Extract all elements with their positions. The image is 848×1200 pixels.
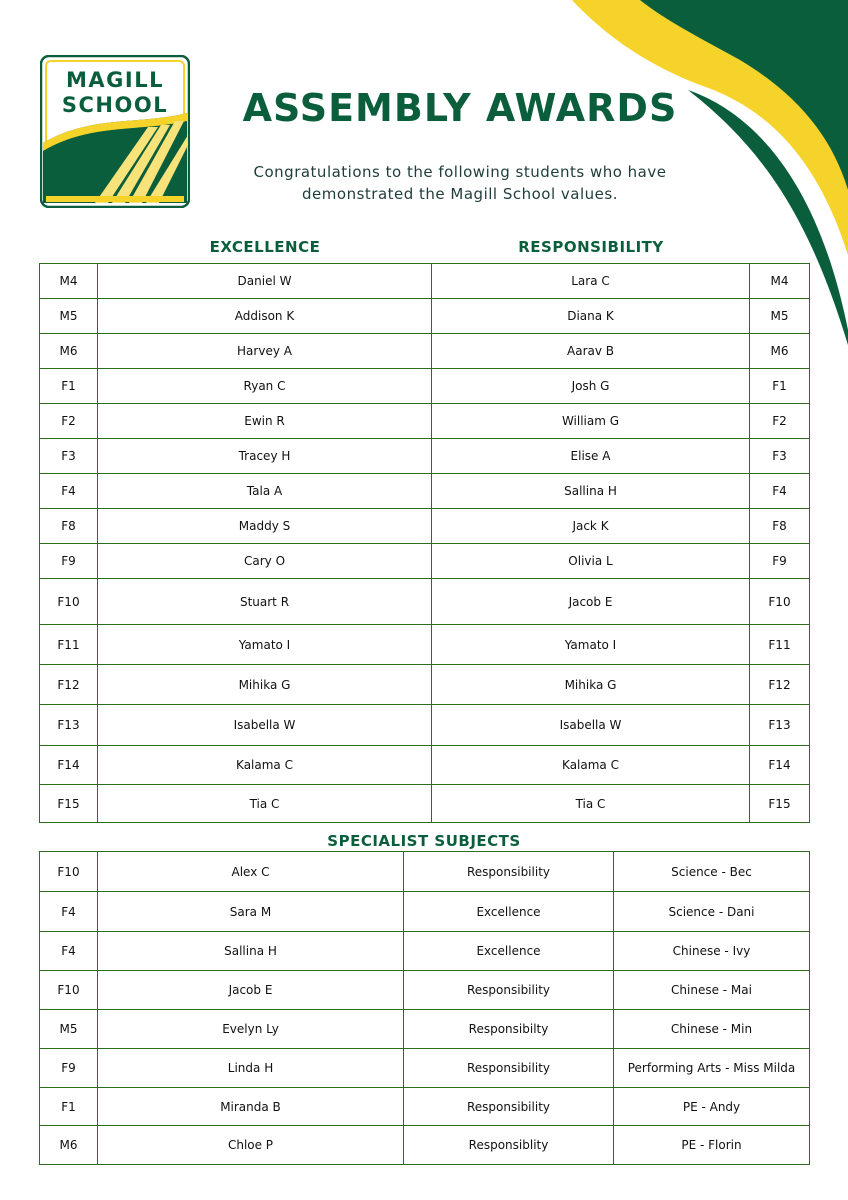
class-cell: M4 — [40, 264, 98, 299]
class-cell: F11 — [40, 625, 98, 665]
table-row — [40, 705, 810, 746]
excellence-name-cell: Yamato I — [98, 625, 432, 665]
table-row — [40, 369, 810, 404]
student-name-cell: Alex C — [98, 852, 404, 892]
class-cell: M6 — [40, 1126, 98, 1165]
table-row — [40, 892, 810, 932]
class-cell: F15 — [750, 785, 810, 823]
class-cell: F8 — [40, 509, 98, 544]
table-row — [40, 404, 810, 439]
class-cell: F14 — [40, 746, 98, 785]
table-row — [40, 932, 810, 971]
excellence-name-cell: Ewin R — [98, 404, 432, 439]
responsibility-name-cell: Tia C — [432, 785, 750, 823]
class-cell: M6 — [40, 334, 98, 369]
responsibility-name-cell: Jacob E — [432, 579, 750, 625]
class-cell: F14 — [750, 746, 810, 785]
table-row — [40, 439, 810, 474]
table-row — [40, 1126, 810, 1165]
value-cell: Responsibility — [404, 1049, 614, 1088]
excellence-heading: EXCELLENCE — [209, 238, 321, 256]
excellence-name-cell: Addison K — [98, 299, 432, 334]
subject-teacher-cell: PE - Andy — [614, 1088, 810, 1126]
table-row — [40, 1088, 810, 1126]
excellence-name-cell: Tracey H — [98, 439, 432, 474]
subject-teacher-cell: Science - Bec — [614, 852, 810, 892]
class-cell: F2 — [750, 404, 810, 439]
excellence-name-cell: Isabella W — [98, 705, 432, 746]
responsibility-name-cell: Mihika G — [432, 665, 750, 705]
table-row — [40, 971, 810, 1010]
responsibility-name-cell: Kalama C — [432, 746, 750, 785]
table-row — [40, 625, 810, 665]
class-cell: F2 — [40, 404, 98, 439]
subject-teacher-cell: Chinese - Mai — [614, 971, 810, 1010]
table-row — [40, 474, 810, 509]
excellence-name-cell: Mihika G — [98, 665, 432, 705]
student-name-cell: Sara M — [98, 892, 404, 932]
table-row — [40, 299, 810, 334]
class-cell: F13 — [40, 705, 98, 746]
responsibility-name-cell: Isabella W — [432, 705, 750, 746]
class-cell: F13 — [750, 705, 810, 746]
logo-line-1: MAGILL — [66, 68, 164, 92]
excellence-name-cell: Ryan C — [98, 369, 432, 404]
subject-teacher-cell: Science - Dani — [614, 892, 810, 932]
class-cell: F3 — [750, 439, 810, 474]
class-cell: F3 — [40, 439, 98, 474]
student-name-cell: Evelyn Ly — [98, 1010, 404, 1049]
class-cell: F15 — [40, 785, 98, 823]
table-row — [40, 785, 810, 823]
responsibility-name-cell: Yamato I — [432, 625, 750, 665]
table-row — [40, 746, 810, 785]
student-name-cell: Chloe P — [98, 1126, 404, 1165]
responsibility-name-cell: Josh G — [432, 369, 750, 404]
responsibility-name-cell: Elise A — [432, 439, 750, 474]
responsibility-name-cell: Diana K — [432, 299, 750, 334]
table-row — [40, 1010, 810, 1049]
subject-teacher-cell: Performing Arts - Miss Milda — [614, 1049, 810, 1088]
subject-teacher-cell: PE - Florin — [614, 1126, 810, 1165]
awards-table — [39, 263, 810, 823]
class-cell: F12 — [750, 665, 810, 705]
student-name-cell: Linda H — [98, 1049, 404, 1088]
class-cell: F9 — [40, 1049, 98, 1088]
class-cell: F12 — [40, 665, 98, 705]
class-cell: F10 — [40, 971, 98, 1010]
responsibility-name-cell: Sallina H — [432, 474, 750, 509]
class-cell: F4 — [750, 474, 810, 509]
excellence-name-cell: Harvey A — [98, 334, 432, 369]
class-cell: F9 — [750, 544, 810, 579]
class-cell: F4 — [40, 474, 98, 509]
specialist-heading: SPECIALIST SUBJECTS — [327, 832, 521, 850]
value-cell: Responsibility — [404, 1088, 614, 1126]
table-row — [40, 852, 810, 892]
responsibility-name-cell: Olivia L — [432, 544, 750, 579]
value-cell: Excellence — [404, 932, 614, 971]
excellence-name-cell: Cary O — [98, 544, 432, 579]
class-cell: F8 — [750, 509, 810, 544]
class-cell: M6 — [750, 334, 810, 369]
table-row — [40, 579, 810, 625]
class-cell: M5 — [750, 299, 810, 334]
value-cell: Excellence — [404, 892, 614, 932]
logo-line-2: SCHOOL — [61, 93, 169, 117]
excellence-name-cell: Tala A — [98, 474, 432, 509]
class-cell: F1 — [750, 369, 810, 404]
table-row — [40, 334, 810, 369]
student-name-cell: Miranda B — [98, 1088, 404, 1126]
table-row — [40, 264, 810, 299]
excellence-name-cell: Stuart R — [98, 579, 432, 625]
responsibility-name-cell: Lara C — [432, 264, 750, 299]
class-cell: F4 — [40, 932, 98, 971]
responsibility-name-cell: Jack K — [432, 509, 750, 544]
page-subtitle: Congratulations to the following students who have demonstrated the Magill School values. — [253, 163, 667, 203]
excellence-name-cell: Kalama C — [98, 746, 432, 785]
subject-teacher-cell: Chinese - Min — [614, 1010, 810, 1049]
class-cell: F10 — [750, 579, 810, 625]
student-name-cell: Sallina H — [98, 932, 404, 971]
class-cell: F1 — [40, 369, 98, 404]
excellence-name-cell: Daniel W — [98, 264, 432, 299]
value-cell: Responsibilty — [404, 1010, 614, 1049]
class-cell: M4 — [750, 264, 810, 299]
table-row — [40, 665, 810, 705]
subject-teacher-cell: Chinese - Ivy — [614, 932, 810, 971]
page-title: ASSEMBLY AWARDS — [242, 86, 678, 130]
value-cell: Responsibility — [404, 971, 614, 1010]
table-row — [40, 1049, 810, 1088]
excellence-name-cell: Maddy S — [98, 509, 432, 544]
class-cell: F9 — [40, 544, 98, 579]
class-cell: F10 — [40, 852, 98, 892]
value-cell: Responsibility — [404, 852, 614, 892]
class-cell: F1 — [40, 1088, 98, 1126]
student-name-cell: Jacob E — [98, 971, 404, 1010]
class-cell: M5 — [40, 299, 98, 334]
value-cell: Responsiblity — [404, 1126, 614, 1165]
class-cell: F4 — [40, 892, 98, 932]
table-row — [40, 509, 810, 544]
responsibility-heading: RESPONSIBILITY — [518, 238, 664, 256]
responsibility-name-cell: Aarav B — [432, 334, 750, 369]
specialist-table — [39, 851, 810, 1165]
excellence-name-cell: Tia C — [98, 785, 432, 823]
class-cell: M5 — [40, 1010, 98, 1049]
table-row — [40, 544, 810, 579]
school-logo — [40, 55, 190, 208]
responsibility-name-cell: William G — [432, 404, 750, 439]
class-cell: F11 — [750, 625, 810, 665]
class-cell: F10 — [40, 579, 98, 625]
